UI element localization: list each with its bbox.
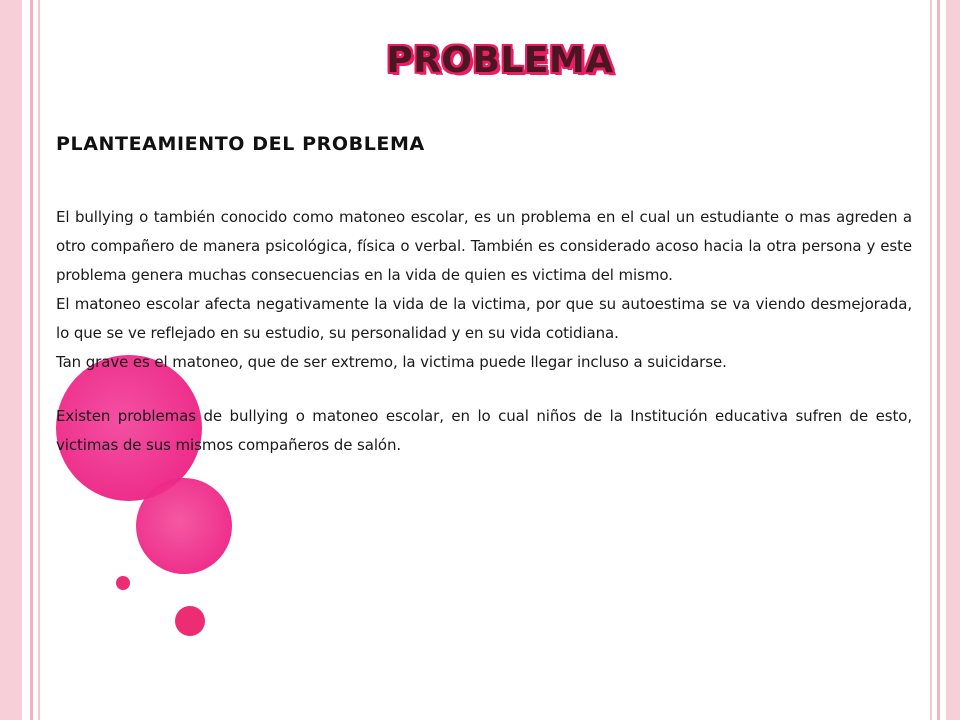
left-border-line-thin (38, 0, 40, 720)
paragraph: El bullying o también conocido como matoneo escolar, es un problema en el cual un estudiante o mas agreden a otro compañero de manera psicológica, física o verbal. También es considerado acoso hacia la otra persona y este problema genera muchas consecuencias en la vida de quien es victima del mismo. (56, 208, 912, 284)
paragraph: Existen problemas de bullying o matoneo escolar, en lo cual niños de la Institución educativa sufren de esto, victimas de sus mismos compañeros de salón. (56, 407, 912, 454)
body-text (56, 203, 912, 460)
right-border-stripe (946, 0, 960, 720)
right-border-line-thin (930, 0, 932, 720)
left-border-stripe (0, 0, 22, 720)
section-heading: PLANTEAMIENTO DEL PROBLEMA (56, 133, 425, 155)
slide-title: PROBLEMA (386, 40, 614, 81)
paragraph: Tan grave es el matoneo, que de ser extremo, la victima puede llegar incluso a suicidarse. (56, 353, 727, 371)
paragraph-spacer (56, 377, 912, 402)
tiny-pink-circle (116, 576, 130, 590)
paragraph: El matoneo escolar afecta negativamente la vida de la victima, por que su autoestima se va viendo desmejorada, lo que se ve reflejado en su estudio, su personalidad y en su vida cotidiana. (56, 295, 912, 342)
left-border-line (30, 0, 33, 720)
right-border-line (937, 0, 940, 720)
medium-pink-circle (136, 478, 232, 574)
small-pink-circle (175, 606, 205, 636)
